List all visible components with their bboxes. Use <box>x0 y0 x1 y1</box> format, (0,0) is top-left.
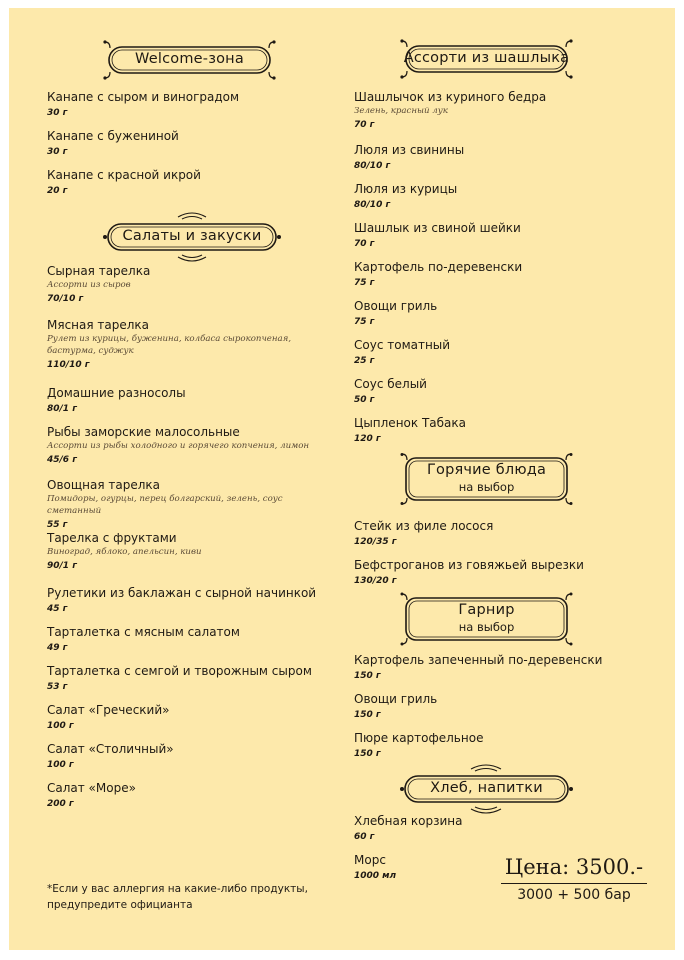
menu-item <box>47 781 337 811</box>
item-name: Салат «Греческий» <box>47 703 170 717</box>
item-weight: 80/10 г <box>354 200 391 210</box>
item-name: Люля из курицы <box>354 182 458 196</box>
menu-item <box>354 416 654 446</box>
item-name: Сырная тарелка <box>47 264 151 278</box>
section-subtitle: на выбор <box>458 480 515 494</box>
section-title: Гарнир <box>458 602 515 618</box>
item-weight: 130/20 г <box>354 576 397 586</box>
section-title: Ассорти из шашлыка <box>403 50 570 66</box>
item-weight: 60 г <box>354 832 375 842</box>
item-name: Домашние разносолы <box>47 386 186 400</box>
section-banner-hot-dishes <box>399 453 574 505</box>
menu-item <box>354 814 654 844</box>
item-description: Рулет из курицы, буженина, колбаса сырокопченая, бастурма, суджук <box>47 334 292 356</box>
menu-item <box>354 90 654 132</box>
item-weight: 75 г <box>354 317 375 327</box>
item-name: Бефстроганов из говяжьей вырезки <box>354 558 584 572</box>
item-weight: 20 г <box>47 186 68 196</box>
section-subtitle: на выбор <box>458 620 515 634</box>
menu-item <box>354 558 654 588</box>
item-weight: 80/1 г <box>47 404 77 414</box>
item-weight: 30 г <box>47 108 68 118</box>
menu-item <box>47 168 337 198</box>
item-weight: 100 г <box>47 760 74 770</box>
section-title: Хлеб, напитки <box>430 780 543 796</box>
item-weight: 150 г <box>354 710 381 720</box>
item-weight: 70 г <box>354 120 375 130</box>
item-name: Соус томатный <box>354 338 451 352</box>
item-weight: 90/1 г <box>47 561 77 571</box>
price-label: Цена: 3500.- <box>504 855 644 879</box>
item-weight: 70/10 г <box>47 294 84 304</box>
item-name: Шашлычок из куриного бедра <box>354 90 547 104</box>
item-name: Стейк из филе лосося <box>354 519 494 533</box>
item-name: Хлебная корзина <box>354 814 463 828</box>
section-title: Welcome-зона <box>135 51 244 67</box>
item-name: Люля из свинины <box>354 143 465 157</box>
item-name: Соус белый <box>354 377 427 391</box>
section-title: Горячие блюда <box>426 462 547 478</box>
item-weight: 120/35 г <box>354 537 397 547</box>
section-banner-bread-drinks <box>399 763 574 815</box>
item-name: Канапе с сыром и виноградом <box>47 90 240 104</box>
ornament-frame <box>399 453 574 505</box>
section-banner-garnish <box>399 592 574 646</box>
menu-item <box>47 531 337 573</box>
item-name: Канапе с бужениной <box>47 129 179 143</box>
item-name: Морс <box>354 853 386 867</box>
menu-item <box>47 425 337 467</box>
menu-item <box>354 221 654 251</box>
item-weight: 150 г <box>354 671 381 681</box>
menu-item <box>47 478 337 532</box>
item-name: Овощи гриль <box>354 299 438 313</box>
item-name: Салат «Столичный» <box>47 742 174 756</box>
menu-item <box>47 586 337 616</box>
price-breakdown: 3000 + 500 бар <box>517 887 631 903</box>
section-banner-welcome <box>102 38 277 82</box>
item-weight: 49 г <box>47 643 68 653</box>
item-name: Пюре картофельное <box>354 731 484 745</box>
menu-item <box>354 519 654 549</box>
menu-item <box>47 318 337 372</box>
menu-item <box>354 143 654 173</box>
menu-item <box>354 377 654 407</box>
menu-item <box>47 664 337 694</box>
menu-item <box>47 742 337 772</box>
item-weight: 70 г <box>354 239 375 249</box>
item-name: Салат «Море» <box>47 781 136 795</box>
item-weight: 100 г <box>47 721 74 731</box>
allergy-note: *Если у вас аллергия на какие-либо продукты, предупредите официанта <box>47 883 308 911</box>
item-weight: 200 г <box>47 799 74 809</box>
menu-item <box>47 264 337 306</box>
item-name: Тарталетка с мясным салатом <box>47 625 240 639</box>
item-weight: 53 г <box>47 682 68 692</box>
item-weight: 75 г <box>354 278 375 288</box>
item-weight: 120 г <box>354 434 381 444</box>
menu-item <box>354 692 654 722</box>
menu-item <box>354 731 654 761</box>
menu-item <box>47 703 337 733</box>
item-name: Цыпленок Табака <box>354 416 466 430</box>
item-name: Шашлык из свиной шейки <box>354 221 521 235</box>
menu-item <box>47 90 337 120</box>
section-banner-shashlik <box>399 37 574 81</box>
menu-page <box>9 8 675 950</box>
item-weight: 30 г <box>47 147 68 157</box>
item-weight: 45/6 г <box>47 455 77 465</box>
item-name: Рыбы заморские малосольные <box>47 425 240 439</box>
item-name: Тарталетка с семгой и творожным сыром <box>47 664 312 678</box>
item-name: Рулетики из баклажан с сырной начинкой <box>47 586 317 600</box>
menu-item <box>354 299 654 329</box>
menu-item <box>354 182 654 212</box>
item-description: Зелень, красный лук <box>354 106 448 116</box>
item-name: Тарелка с фруктами <box>47 531 177 545</box>
item-weight: 50 г <box>354 395 375 405</box>
item-description: Помидоры, огурцы, перец болгарский, зелень, соус сметанный <box>47 494 283 516</box>
item-weight: 25 г <box>354 356 375 366</box>
menu-item <box>47 386 337 416</box>
menu-item <box>354 338 654 368</box>
menu-item <box>354 260 654 290</box>
price-block <box>499 855 649 903</box>
price-divider <box>501 883 647 884</box>
menu-item <box>47 625 337 655</box>
item-name: Картофель по-деревенски <box>354 260 523 274</box>
item-name: Картофель запеченный по-деревенски <box>354 653 603 667</box>
item-name: Овощная тарелка <box>47 478 161 492</box>
section-title: Салаты и закуски <box>122 228 262 244</box>
item-weight: 1000 мл <box>354 871 397 881</box>
menu-item <box>47 129 337 159</box>
item-name: Канапе с красной икрой <box>47 168 201 182</box>
item-weight: 80/10 г <box>354 161 391 171</box>
item-name: Овощи гриль <box>354 692 438 706</box>
item-weight: 110/10 г <box>47 360 90 370</box>
item-description: Ассорти из рыбы холодного и горячего копчения, лимон <box>47 441 310 451</box>
item-description: Ассорти из сыров <box>47 280 131 290</box>
section-banner-salads <box>102 211 282 263</box>
item-description: Виноград, яблоко, апельсин, киви <box>47 547 202 557</box>
ornament-frame <box>399 592 574 646</box>
item-weight: 45 г <box>47 604 68 614</box>
menu-item <box>354 653 654 683</box>
item-name: Мясная тарелка <box>47 318 150 332</box>
item-weight: 55 г <box>47 520 68 530</box>
item-weight: 150 г <box>354 749 381 759</box>
